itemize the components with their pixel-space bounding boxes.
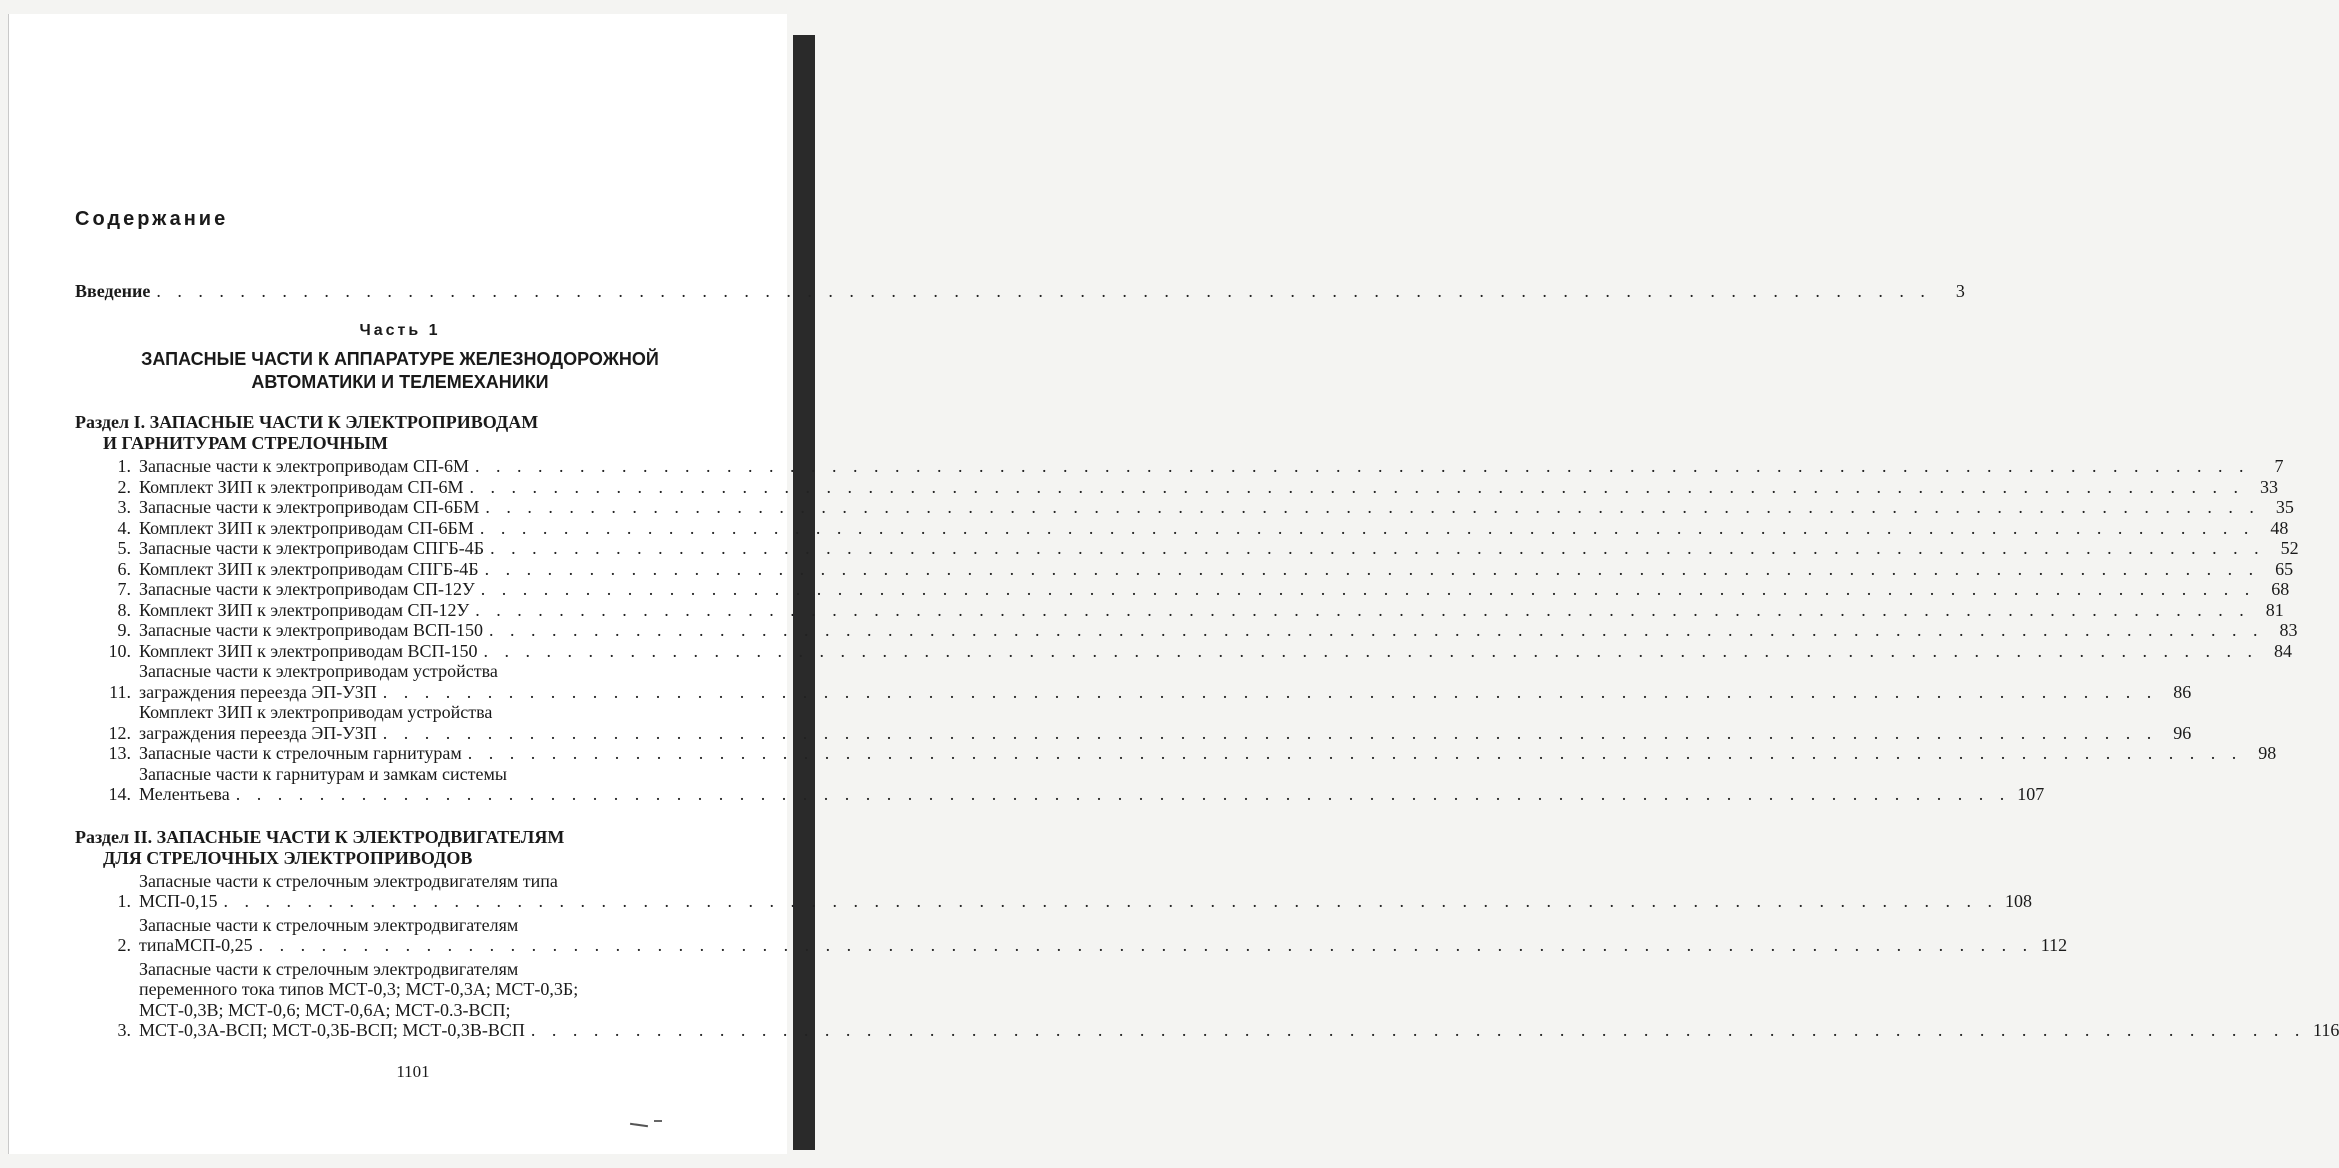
toc-heading: Содержание <box>75 208 229 230</box>
entry-number: 1. <box>117 891 131 911</box>
entry-body <box>139 538 2299 559</box>
entry-title-line: заграждения переезда ЭП-УЗП <box>139 722 377 743</box>
entry-last-line <box>139 620 2298 641</box>
entry-last-line <box>139 743 2276 764</box>
dot-leader <box>483 620 2270 641</box>
entry-title-line: Запасные части к стрелочным электродвигателям <box>139 958 519 979</box>
entry-line <box>139 979 2339 1000</box>
entry-number: 8. <box>117 599 131 620</box>
entry-page: 84 <box>2274 640 2293 661</box>
entry-title-line: Запасные части к электроприводам СП-12У <box>139 579 475 599</box>
entry-body <box>139 959 2339 1041</box>
entry-page: 65 <box>2275 558 2294 579</box>
entry-title-line: Запасные части к стрелочным гарнитурам <box>139 743 462 763</box>
entry-number: 13. <box>108 743 131 763</box>
entry-number: 6. <box>117 558 131 579</box>
toc-entry <box>85 640 2293 662</box>
entry-page: 86 <box>2173 681 2192 702</box>
entry-page: 83 <box>2279 620 2298 640</box>
entry-title-line: Комплект ЗИП к электроприводам ВСП-150 <box>139 640 478 661</box>
entry-title-line: Комплект ЗИП к электроприводам СПГБ-4Б <box>139 558 479 579</box>
section1-entries <box>75 456 2299 805</box>
section2-title-line1: Раздел II. ЗАПАСНЫЕ ЧАСТИ К ЭЛЕКТРОДВИГАТЕЛЯМ <box>75 826 565 847</box>
entry-number: 11. <box>109 681 131 702</box>
entry-line <box>139 871 2032 892</box>
toc-entry <box>85 870 2033 912</box>
entry-title-line: МСТ-0,3В; МСТ-0,6; МСТ-0,6А; МСТ-0.3-ВСП; <box>139 999 511 1020</box>
dot-leader <box>377 723 2164 744</box>
entry-body <box>139 497 2294 518</box>
entry-page: 107 <box>2017 784 2045 804</box>
section2-entries <box>75 870 2339 1041</box>
toc-entry <box>85 558 2294 580</box>
dot-leader <box>464 477 2251 498</box>
dot-leader <box>469 600 2256 621</box>
entry-title-line: Запасные части к электроприводам СП-6БМ <box>139 497 480 517</box>
toc-entry <box>85 476 2279 498</box>
entry-number: 7. <box>117 579 131 599</box>
entry-page: 81 <box>2265 599 2284 620</box>
dot-leader <box>479 497 2266 518</box>
section2-title-line2: ДЛЯ СТРЕЛОЧНЫХ ЭЛЕКТРОПРИВОДОВ <box>103 847 473 868</box>
entry-title-line: Запасные части к электроприводам устройства <box>139 661 498 681</box>
entry-number: 14. <box>108 784 131 804</box>
toc-entry <box>85 702 2192 743</box>
entry-number: 12. <box>108 722 131 743</box>
entry-body <box>139 702 2191 743</box>
entry-last-line <box>139 723 2191 744</box>
intro-page: 3 <box>1955 281 1965 301</box>
section1-title <box>75 412 705 454</box>
entry-page: 68 <box>2271 579 2290 599</box>
entry-title-line: типаМСП-0,25 <box>139 935 253 955</box>
entry-last-line <box>139 682 2191 703</box>
entry-body <box>139 620 2298 641</box>
entry-title-line: Запасные части к электроприводам СПГБ-4Б <box>139 538 485 558</box>
dot-leader <box>377 682 2164 703</box>
entry-line <box>139 661 2191 682</box>
dot-leader <box>253 935 2040 956</box>
section1-title-line2: И ГАРНИТУРАМ СТРЕЛОЧНЫМ <box>103 433 388 453</box>
toc-intro-entry <box>75 281 1965 302</box>
entry-number: 2. <box>117 476 131 497</box>
entry-last-line <box>139 538 2299 559</box>
toc-entry <box>85 497 2294 518</box>
entry-body <box>139 559 2293 580</box>
entry-title-line: МСТ-0,3А-ВСП; МСТ-0,3Б-ВСП; МСТ-0,3В-ВСП <box>139 1020 525 1040</box>
entry-title-line: Запасные части к электроприводам СП-6М <box>139 456 470 476</box>
toc-entry <box>85 763 2045 805</box>
section1-title-line1: Раздел I. ЗАПАСНЫЕ ЧАСТИ К ЭЛЕКТРОПРИВОДАМ <box>75 412 539 432</box>
entry-body <box>139 641 2292 662</box>
dot-leader <box>474 518 2261 539</box>
entry-page: 35 <box>2275 497 2294 517</box>
page-number: 1101 <box>396 1062 430 1081</box>
dot-leader <box>230 784 2017 805</box>
entry-body <box>139 477 2278 498</box>
dot-leader <box>218 891 2005 912</box>
intro-label: Введение <box>75 281 151 301</box>
toc-entry <box>85 579 2290 600</box>
entry-title-line: Комплект ЗИП к электроприводам СП-6БМ <box>139 517 474 538</box>
entry-page: 48 <box>2270 517 2289 538</box>
entry-title-line: переменного тока типов МСТ-0,3; МСТ-0,3А; МСТ-0,3Б; <box>139 979 579 999</box>
dot-leader <box>478 641 2265 662</box>
part-title-line2: АВТОМАТИКИ И ТЕЛЕМЕХАНИКИ <box>251 372 549 392</box>
entry-number: 2. <box>117 935 131 955</box>
entry-number: 9. <box>117 620 131 640</box>
entry-last-line <box>139 518 2288 539</box>
entry-body <box>139 456 2284 477</box>
entry-body <box>139 518 2288 539</box>
entry-last-line <box>139 891 2032 912</box>
entry-number: 3. <box>117 1020 131 1040</box>
entry-number: 1. <box>117 456 131 476</box>
part-title-line1: ЗАПАСНЫЕ ЧАСТИ К АППАРАТУРЕ ЖЕЛЕЗНОДОРОЖНОЙ <box>141 349 659 369</box>
entry-page: 96 <box>2173 722 2192 743</box>
entry-page: 108 <box>2005 891 2033 911</box>
entry-line <box>139 702 2191 723</box>
entry-title-line: Запасные части к стрелочным электродвигателям <box>139 914 519 935</box>
entry-title-line: МСП-0,15 <box>139 891 218 911</box>
entry-body <box>139 871 2032 912</box>
entry-page: 52 <box>2280 538 2299 558</box>
entry-number: 10. <box>108 640 131 661</box>
entry-body <box>139 600 2284 621</box>
toc-entry <box>85 958 2339 1041</box>
toc-entry <box>85 599 2284 621</box>
entry-page: 33 <box>2260 476 2279 497</box>
entry-last-line <box>139 641 2292 662</box>
entry-last-line <box>139 559 2293 580</box>
entry-title-line: Комплект ЗИП к электроприводам СП-6М <box>139 476 464 497</box>
toc-entry <box>85 456 2284 477</box>
dot-leader <box>484 538 2271 559</box>
entry-number: 4. <box>117 517 131 538</box>
entry-title-line: Мелентьева <box>139 784 230 804</box>
entry-last-line <box>139 935 2067 956</box>
dot-leader <box>150 281 1937 302</box>
entry-number: 3. <box>117 497 131 517</box>
entry-last-line <box>139 497 2294 518</box>
toc-entry <box>85 661 2192 702</box>
toc-entry <box>85 743 2277 764</box>
entry-body <box>139 661 2191 702</box>
dot-leader <box>479 559 2266 580</box>
entry-body <box>139 743 2276 764</box>
part-label: Часть 1 <box>359 322 441 339</box>
toc-entry <box>85 517 2289 539</box>
scan-mark <box>654 1120 662 1122</box>
entry-title-line: Комплект ЗИП к электроприводам СП-12У <box>139 599 470 620</box>
entry-title-line: заграждения переезда ЭП-УЗП <box>139 681 377 702</box>
entry-last-line <box>139 456 2284 477</box>
entry-last-line <box>139 600 2284 621</box>
table-of-contents <box>75 208 2339 1044</box>
entry-line <box>139 959 2339 980</box>
entry-title-line: Запасные части к стрелочным электродвигателям типа <box>139 870 558 891</box>
entry-title-line: Комплект ЗИП к электроприводам устройства <box>139 702 493 722</box>
toc-entry <box>85 538 2299 559</box>
entry-line <box>139 915 2067 936</box>
entry-last-line <box>139 579 2289 600</box>
entry-line <box>139 764 2044 785</box>
entry-last-line <box>139 1020 2339 1041</box>
entry-body <box>139 915 2067 956</box>
entry-title-line: Запасные части к электроприводам ВСП-150 <box>139 620 484 640</box>
section2-title <box>75 827 705 869</box>
entry-page: 112 <box>2040 935 2068 955</box>
entry-page: 7 <box>2274 456 2284 476</box>
toc-entry <box>85 914 2068 956</box>
dot-leader <box>462 743 2249 764</box>
entry-title-line: Запасные части к гарнитурам и замкам системы <box>139 763 507 784</box>
entry-line <box>139 1000 2339 1021</box>
entry-number: 5. <box>117 538 131 558</box>
entry-page: 98 <box>2258 743 2277 763</box>
entry-body <box>139 579 2289 600</box>
dot-leader <box>475 579 2262 600</box>
entry-last-line <box>139 477 2278 498</box>
dot-leader <box>469 456 2256 477</box>
entry-last-line <box>139 784 2044 805</box>
part-title <box>95 348 705 394</box>
entry-page: 116 <box>2313 1020 2339 1040</box>
entry-body <box>139 764 2044 805</box>
toc-entry <box>85 620 2298 641</box>
dot-leader <box>525 1020 2312 1041</box>
